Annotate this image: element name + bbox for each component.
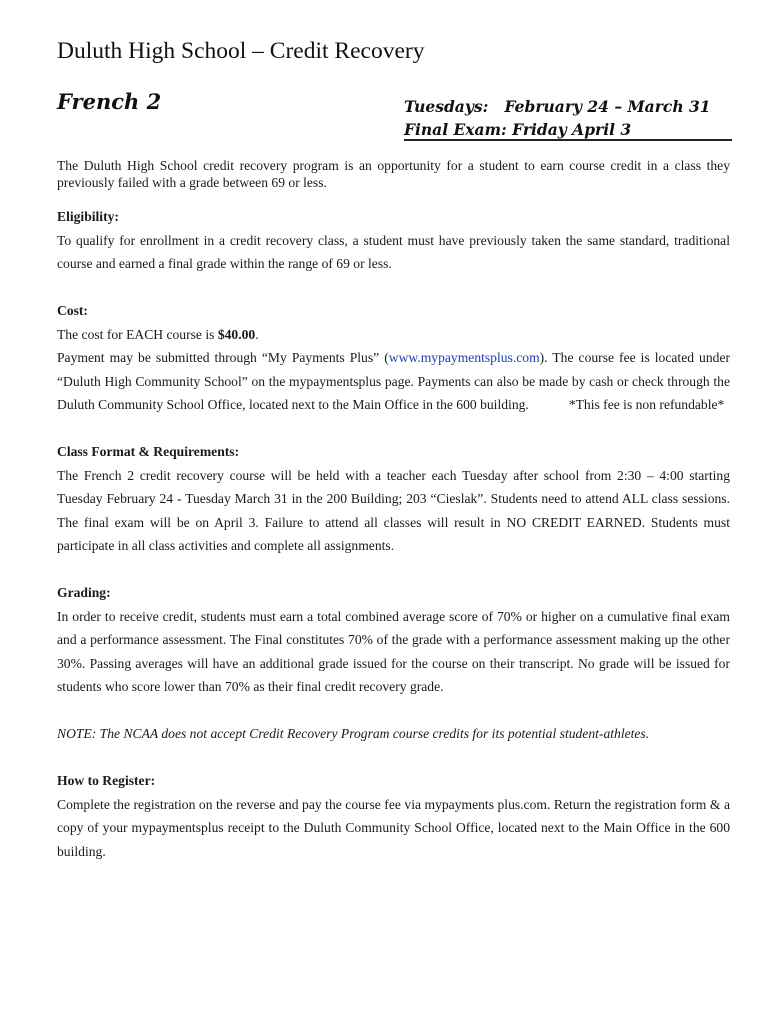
cost-suffix: . <box>255 326 259 342</box>
class-format-heading: Class Format & Requirements: <box>57 444 240 459</box>
payment-link[interactable]: www.mypaymentsplus.com <box>388 350 540 365</box>
schedule-line: Tuesdays: February 24 – March 31 <box>404 97 711 116</box>
course-name: French 2 <box>57 89 162 114</box>
payment-text <box>57 346 730 417</box>
schedule-block <box>404 95 732 141</box>
grading-heading: Grading: <box>57 585 111 600</box>
grading-text: In order to receive credit, students must earn a total combined average score of 70% or higher on a cumulative final exam and a performance assessment. The Final constitutes 70% of the grade with a performance assessment making up the other 30%. Passing averages will have an additional grade issued for the course on their transcript. No grade will be issued for students who score lower than 70% as their final credit recovery grade. <box>57 608 730 694</box>
intro-paragraph: The Duluth High School credit recovery program is an opportunity for a student to earn course credit in a class they previously failed with a grade between 69 or less. <box>57 158 730 190</box>
register-text: Complete the registration on the reverse and pay the course fee via mypayments plus.com. Return the registration form & a copy of your mypaymentsplus receipt to the Duluth Community School Office, located next to the Main Office in the 600 building. <box>57 796 730 859</box>
payment-suffix: ). The course fee is located under “Duluth High Community School” on the mypaymentsplus page. Payments can also be made by cash or check through the Duluth Community School Office, located next to the Main Office in the 600 building. <box>57 350 731 412</box>
payment-prefix: Payment may be submitted through “My Payments Plus” ( <box>57 350 389 365</box>
spacer <box>57 417 730 441</box>
spacer <box>57 746 730 770</box>
eligibility-text: To qualify for enrollment in a credit recovery class, a student must have previously taken the same standard, traditional course and earned a final grade within the range of 69 or less. <box>57 232 730 271</box>
spacer <box>57 276 730 300</box>
school-title: Duluth High School – Credit Recovery <box>57 38 425 64</box>
non-refundable-note: *This fee is non refundable* <box>568 397 725 412</box>
spacer <box>57 699 730 723</box>
cost-line <box>57 323 730 347</box>
cost-heading: Cost: <box>57 303 88 318</box>
final-exam-line: Final Exam: Friday April 3 <box>404 120 632 139</box>
spacer <box>57 558 730 582</box>
ncaa-note: NOTE: The NCAA does not accept Credit Recovery Program course credits for its potential student-athletes. <box>57 726 650 741</box>
register-heading: How to Register: <box>57 773 156 788</box>
cost-amount: $40.00 <box>217 326 256 342</box>
cost-prefix: The cost for EACH course is <box>57 326 218 342</box>
document-body <box>57 157 730 863</box>
class-format-text: The French 2 credit recovery course will be held with a teacher each Tuesday after school from 2:30 – 4:00 starting Tuesday February 24 - Tuesday March 31 in the 200 Building; 203 “Cieslak”. Students need to attend ALL class sessions. The final exam will be on April 3. Failure to attend all classes will result in NO CREDIT EARNED. Students must participate in all class activities and complete all assignments. <box>57 467 730 553</box>
eligibility-heading: Eligibility: <box>57 209 119 224</box>
header-rule <box>404 139 732 141</box>
